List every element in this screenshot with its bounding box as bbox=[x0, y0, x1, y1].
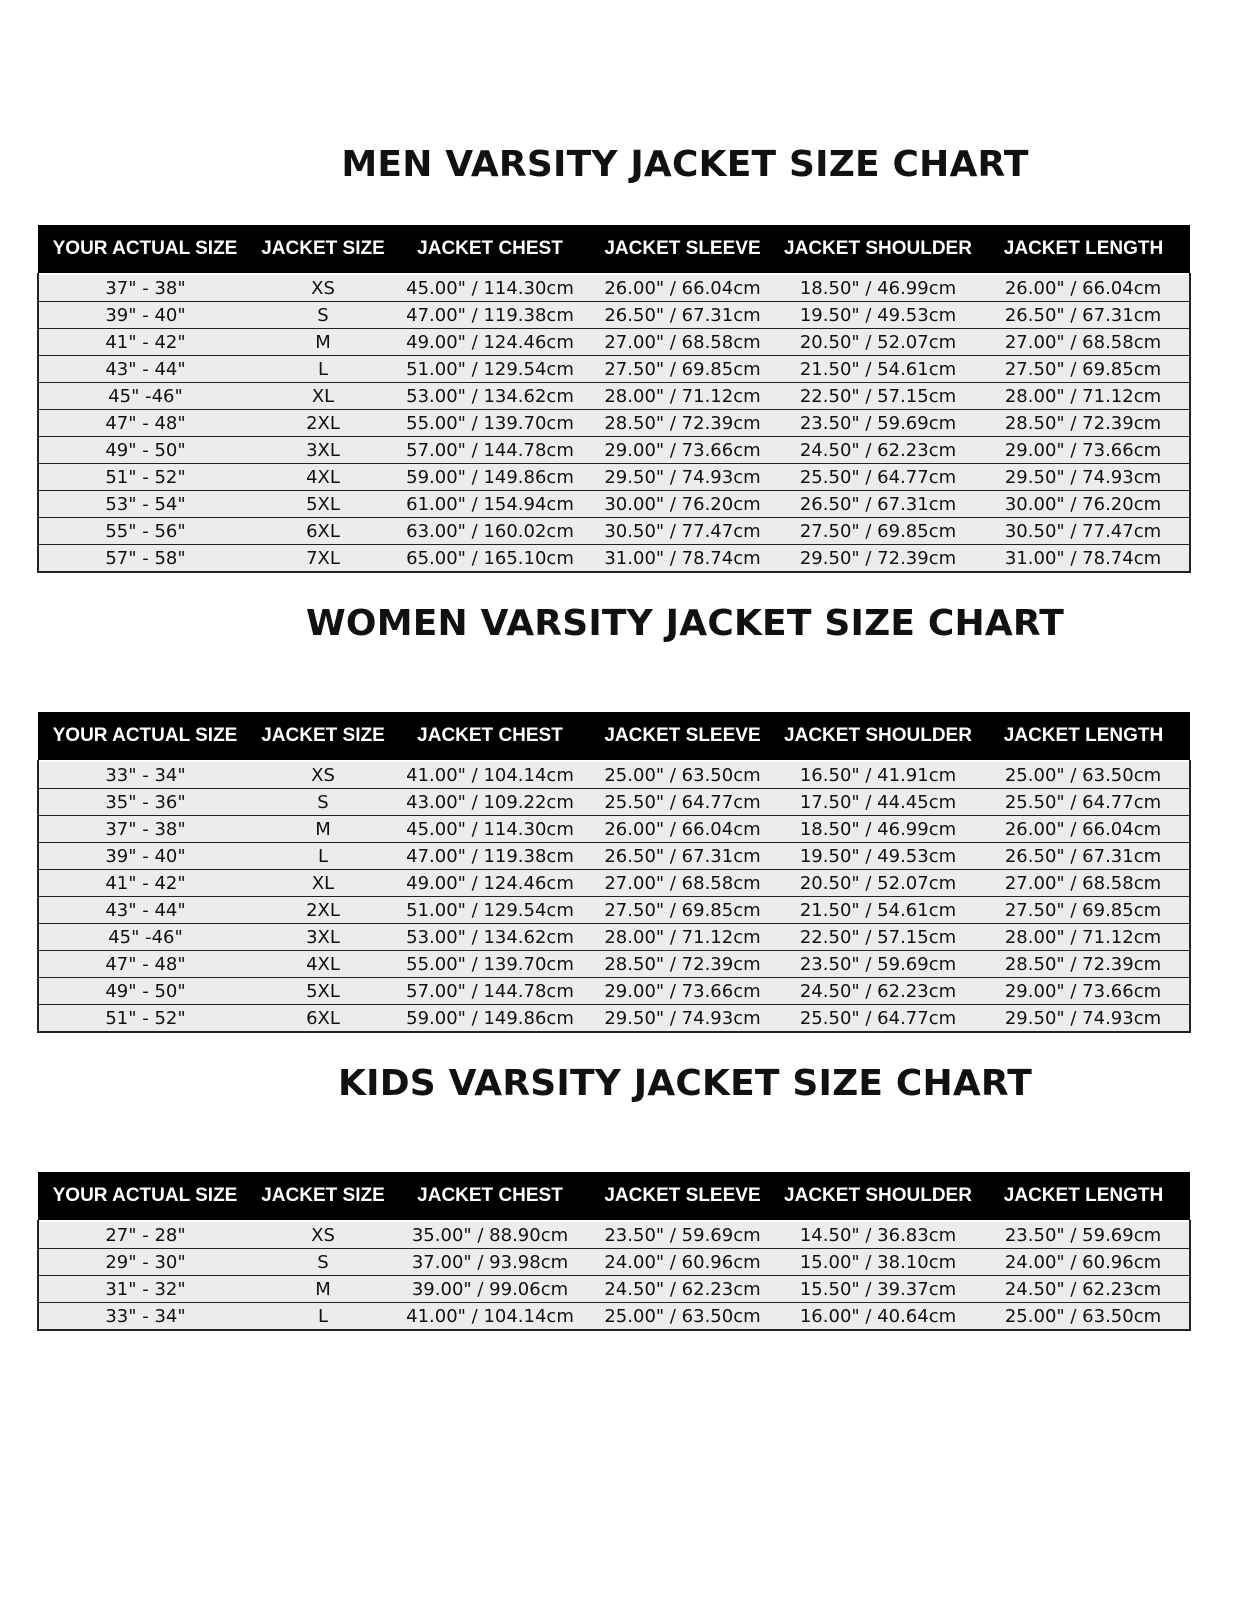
table-cell: 37" - 38" bbox=[38, 816, 252, 843]
table-cell: 27.50" / 69.85cm bbox=[586, 356, 779, 383]
table-row bbox=[38, 302, 1190, 329]
table-row bbox=[38, 978, 1190, 1005]
table-cell: 28.50" / 72.39cm bbox=[977, 410, 1190, 437]
column-header: JACKET LENGTH bbox=[977, 1172, 1190, 1221]
table-cell: 27" - 28" bbox=[38, 1221, 252, 1249]
table-cell: 49.00" / 124.46cm bbox=[394, 870, 586, 897]
table-cell: 26.50" / 67.31cm bbox=[977, 302, 1190, 329]
table-cell: M bbox=[252, 1276, 394, 1303]
table-row bbox=[38, 383, 1190, 410]
table-cell: 59.00" / 149.86cm bbox=[394, 464, 586, 491]
table-row bbox=[38, 274, 1190, 302]
men-chart-title: MEN VARSITY JACKET SIZE CHART bbox=[341, 144, 1029, 185]
table-cell: 6XL bbox=[252, 1005, 394, 1033]
table-cell: 20.50" / 52.07cm bbox=[779, 329, 977, 356]
table-cell: S bbox=[252, 302, 394, 329]
table-cell: 59.00" / 149.86cm bbox=[394, 1005, 586, 1033]
table-cell: 17.50" / 44.45cm bbox=[779, 789, 977, 816]
table-cell: 45.00" / 114.30cm bbox=[394, 274, 586, 302]
table-cell: 30.50" / 77.47cm bbox=[977, 518, 1190, 545]
table-cell: 49" - 50" bbox=[38, 437, 252, 464]
table-cell: 21.50" / 54.61cm bbox=[779, 897, 977, 924]
women-size-table bbox=[37, 712, 1191, 1033]
table-cell: 45.00" / 114.30cm bbox=[394, 816, 586, 843]
table-row bbox=[38, 491, 1190, 518]
table-cell: 29.50" / 72.39cm bbox=[779, 545, 977, 573]
women-header-row bbox=[38, 712, 1190, 761]
table-cell: 29.00" / 73.66cm bbox=[586, 978, 779, 1005]
table-cell: 27.50" / 69.85cm bbox=[977, 897, 1190, 924]
table-cell: 5XL bbox=[252, 978, 394, 1005]
men-header-row bbox=[38, 225, 1190, 274]
table-cell: 35" - 36" bbox=[38, 789, 252, 816]
table-cell: 39" - 40" bbox=[38, 843, 252, 870]
table-cell: 27.00" / 68.58cm bbox=[586, 329, 779, 356]
column-header: YOUR ACTUAL SIZE bbox=[38, 225, 252, 274]
table-row bbox=[38, 843, 1190, 870]
table-cell: 53" - 54" bbox=[38, 491, 252, 518]
column-header: JACKET SIZE bbox=[252, 225, 394, 274]
column-header: JACKET LENGTH bbox=[977, 225, 1190, 274]
table-cell: 22.50" / 57.15cm bbox=[779, 924, 977, 951]
table-cell: 3XL bbox=[252, 924, 394, 951]
table-cell: 26.50" / 67.31cm bbox=[586, 302, 779, 329]
table-cell: 47" - 48" bbox=[38, 951, 252, 978]
table-cell: 20.50" / 52.07cm bbox=[779, 870, 977, 897]
table-cell: 39.00" / 99.06cm bbox=[394, 1276, 586, 1303]
table-cell: 45" -46" bbox=[38, 924, 252, 951]
table-cell: 53.00" / 134.62cm bbox=[394, 924, 586, 951]
table-cell: 33" - 34" bbox=[38, 761, 252, 789]
column-header: JACKET CHEST bbox=[394, 1172, 586, 1221]
kids-chart-title: KIDS VARSITY JACKET SIZE CHART bbox=[338, 1063, 1032, 1104]
table-cell: 27.50" / 69.85cm bbox=[977, 356, 1190, 383]
table-cell: 16.50" / 41.91cm bbox=[779, 761, 977, 789]
table-cell: 43" - 44" bbox=[38, 897, 252, 924]
table-cell: 4XL bbox=[252, 951, 394, 978]
table-cell: 41" - 42" bbox=[38, 870, 252, 897]
table-cell: 15.50" / 39.37cm bbox=[779, 1276, 977, 1303]
table-cell: 6XL bbox=[252, 518, 394, 545]
column-header: JACKET SIZE bbox=[252, 712, 394, 761]
table-cell: XS bbox=[252, 274, 394, 302]
table-row bbox=[38, 870, 1190, 897]
table-cell: 3XL bbox=[252, 437, 394, 464]
table-cell: 57.00" / 144.78cm bbox=[394, 437, 586, 464]
table-cell: 28.00" / 71.12cm bbox=[586, 383, 779, 410]
table-cell: 28.50" / 72.39cm bbox=[586, 410, 779, 437]
table-cell: 19.50" / 49.53cm bbox=[779, 302, 977, 329]
table-cell: 16.00" / 40.64cm bbox=[779, 1303, 977, 1331]
table-cell: XL bbox=[252, 870, 394, 897]
table-cell: 51" - 52" bbox=[38, 464, 252, 491]
table-cell: 26.00" / 66.04cm bbox=[977, 816, 1190, 843]
table-cell: 65.00" / 165.10cm bbox=[394, 545, 586, 573]
table-cell: 28.50" / 72.39cm bbox=[977, 951, 1190, 978]
table-cell: 29.00" / 73.66cm bbox=[977, 978, 1190, 1005]
table-cell: 41.00" / 104.14cm bbox=[394, 761, 586, 789]
table-cell: 25.00" / 63.50cm bbox=[586, 1303, 779, 1331]
table-cell: 57" - 58" bbox=[38, 545, 252, 573]
kids-table-header bbox=[38, 1172, 1190, 1221]
column-header: YOUR ACTUAL SIZE bbox=[38, 712, 252, 761]
table-cell: 24.50" / 62.23cm bbox=[586, 1276, 779, 1303]
kids-table-body bbox=[38, 1221, 1190, 1330]
table-cell: 18.50" / 46.99cm bbox=[779, 816, 977, 843]
table-cell: XS bbox=[252, 1221, 394, 1249]
table-cell: 24.00" / 60.96cm bbox=[586, 1249, 779, 1276]
table-cell: 41.00" / 104.14cm bbox=[394, 1303, 586, 1331]
table-cell: 29.50" / 74.93cm bbox=[586, 1005, 779, 1033]
table-row bbox=[38, 761, 1190, 789]
table-cell: 49" - 50" bbox=[38, 978, 252, 1005]
table-cell: 31" - 32" bbox=[38, 1276, 252, 1303]
table-cell: XS bbox=[252, 761, 394, 789]
table-cell: 5XL bbox=[252, 491, 394, 518]
table-cell: 2XL bbox=[252, 410, 394, 437]
table-cell: 26.50" / 67.31cm bbox=[586, 843, 779, 870]
table-cell: L bbox=[252, 1303, 394, 1331]
table-cell: 49.00" / 124.46cm bbox=[394, 329, 586, 356]
table-cell: 43.00" / 109.22cm bbox=[394, 789, 586, 816]
table-cell: 27.00" / 68.58cm bbox=[977, 870, 1190, 897]
table-cell: 39" - 40" bbox=[38, 302, 252, 329]
table-cell: 26.50" / 67.31cm bbox=[779, 491, 977, 518]
table-cell: 26.00" / 66.04cm bbox=[586, 816, 779, 843]
column-header: JACKET CHEST bbox=[394, 225, 586, 274]
table-cell: L bbox=[252, 843, 394, 870]
table-row bbox=[38, 1303, 1190, 1331]
table-cell: 43" - 44" bbox=[38, 356, 252, 383]
table-row bbox=[38, 1249, 1190, 1276]
table-cell: 55.00" / 139.70cm bbox=[394, 951, 586, 978]
table-cell: 30.00" / 76.20cm bbox=[977, 491, 1190, 518]
table-row bbox=[38, 789, 1190, 816]
table-cell: 29.00" / 73.66cm bbox=[586, 437, 779, 464]
table-row bbox=[38, 1221, 1190, 1249]
table-cell: M bbox=[252, 816, 394, 843]
table-cell: 29.50" / 74.93cm bbox=[977, 464, 1190, 491]
table-row bbox=[38, 410, 1190, 437]
column-header: YOUR ACTUAL SIZE bbox=[38, 1172, 252, 1221]
table-cell: M bbox=[252, 329, 394, 356]
table-cell: 25.50" / 64.77cm bbox=[977, 789, 1190, 816]
table-row bbox=[38, 897, 1190, 924]
column-header: JACKET SLEEVE bbox=[586, 225, 779, 274]
table-row bbox=[38, 816, 1190, 843]
table-cell: 51" - 52" bbox=[38, 1005, 252, 1033]
table-cell: 26.00" / 66.04cm bbox=[586, 274, 779, 302]
column-header: JACKET LENGTH bbox=[977, 712, 1190, 761]
table-cell: 55" - 56" bbox=[38, 518, 252, 545]
table-row bbox=[38, 951, 1190, 978]
table-row bbox=[38, 1276, 1190, 1303]
table-cell: 25.00" / 63.50cm bbox=[977, 761, 1190, 789]
column-header: JACKET CHEST bbox=[394, 712, 586, 761]
table-cell: 26.00" / 66.04cm bbox=[977, 274, 1190, 302]
table-cell: XL bbox=[252, 383, 394, 410]
table-cell: 51.00" / 129.54cm bbox=[394, 356, 586, 383]
table-cell: 41" - 42" bbox=[38, 329, 252, 356]
men-size-table bbox=[37, 225, 1191, 573]
table-cell: 24.00" / 60.96cm bbox=[977, 1249, 1190, 1276]
column-header: JACKET SIZE bbox=[252, 1172, 394, 1221]
men-table-body bbox=[38, 274, 1190, 572]
table-cell: 47" - 48" bbox=[38, 410, 252, 437]
kids-size-table bbox=[37, 1172, 1191, 1331]
table-row bbox=[38, 356, 1190, 383]
table-cell: 25.00" / 63.50cm bbox=[977, 1303, 1190, 1331]
table-cell: 30.00" / 76.20cm bbox=[586, 491, 779, 518]
table-cell: 27.50" / 69.85cm bbox=[586, 897, 779, 924]
column-header: JACKET SLEEVE bbox=[586, 712, 779, 761]
table-cell: 37.00" / 93.98cm bbox=[394, 1249, 586, 1276]
table-cell: 47.00" / 119.38cm bbox=[394, 302, 586, 329]
table-cell: 28.00" / 71.12cm bbox=[586, 924, 779, 951]
men-table-header bbox=[38, 225, 1190, 274]
column-header: JACKET SHOULDER bbox=[779, 225, 977, 274]
table-cell: 14.50" / 36.83cm bbox=[779, 1221, 977, 1249]
table-cell: 7XL bbox=[252, 545, 394, 573]
table-row bbox=[38, 464, 1190, 491]
table-cell: 27.00" / 68.58cm bbox=[586, 870, 779, 897]
table-cell: 31.00" / 78.74cm bbox=[586, 545, 779, 573]
table-row bbox=[38, 437, 1190, 464]
table-cell: 28.00" / 71.12cm bbox=[977, 924, 1190, 951]
table-cell: 53.00" / 134.62cm bbox=[394, 383, 586, 410]
table-cell: S bbox=[252, 1249, 394, 1276]
table-cell: L bbox=[252, 356, 394, 383]
table-cell: 23.50" / 59.69cm bbox=[779, 410, 977, 437]
table-cell: 31.00" / 78.74cm bbox=[977, 545, 1190, 573]
table-cell: 15.00" / 38.10cm bbox=[779, 1249, 977, 1276]
table-cell: 25.50" / 64.77cm bbox=[779, 1005, 977, 1033]
table-cell: 26.50" / 67.31cm bbox=[977, 843, 1190, 870]
table-cell: 51.00" / 129.54cm bbox=[394, 897, 586, 924]
table-cell: 28.00" / 71.12cm bbox=[977, 383, 1190, 410]
table-cell: 57.00" / 144.78cm bbox=[394, 978, 586, 1005]
table-cell: 61.00" / 154.94cm bbox=[394, 491, 586, 518]
table-cell: 27.50" / 69.85cm bbox=[779, 518, 977, 545]
table-cell: 63.00" / 160.02cm bbox=[394, 518, 586, 545]
table-cell: 4XL bbox=[252, 464, 394, 491]
table-cell: 29.50" / 74.93cm bbox=[586, 464, 779, 491]
table-row bbox=[38, 1005, 1190, 1033]
table-cell: 33" - 34" bbox=[38, 1303, 252, 1331]
table-cell: 23.50" / 59.69cm bbox=[977, 1221, 1190, 1249]
table-cell: 35.00" / 88.90cm bbox=[394, 1221, 586, 1249]
table-cell: 45" -46" bbox=[38, 383, 252, 410]
table-cell: 18.50" / 46.99cm bbox=[779, 274, 977, 302]
table-cell: 29" - 30" bbox=[38, 1249, 252, 1276]
table-cell: 21.50" / 54.61cm bbox=[779, 356, 977, 383]
table-cell: 19.50" / 49.53cm bbox=[779, 843, 977, 870]
table-cell: 30.50" / 77.47cm bbox=[586, 518, 779, 545]
table-cell: 25.50" / 64.77cm bbox=[586, 789, 779, 816]
table-cell: 24.50" / 62.23cm bbox=[977, 1276, 1190, 1303]
table-cell: 55.00" / 139.70cm bbox=[394, 410, 586, 437]
table-cell: 29.00" / 73.66cm bbox=[977, 437, 1190, 464]
kids-header-row bbox=[38, 1172, 1190, 1221]
table-cell: 29.50" / 74.93cm bbox=[977, 1005, 1190, 1033]
table-cell: 37" - 38" bbox=[38, 274, 252, 302]
table-row bbox=[38, 518, 1190, 545]
women-chart-title: WOMEN VARSITY JACKET SIZE CHART bbox=[306, 603, 1064, 644]
column-header: JACKET SLEEVE bbox=[586, 1172, 779, 1221]
table-cell: 22.50" / 57.15cm bbox=[779, 383, 977, 410]
table-row bbox=[38, 924, 1190, 951]
table-cell: 27.00" / 68.58cm bbox=[977, 329, 1190, 356]
table-row bbox=[38, 329, 1190, 356]
table-cell: 28.50" / 72.39cm bbox=[586, 951, 779, 978]
table-cell: S bbox=[252, 789, 394, 816]
table-row bbox=[38, 545, 1190, 573]
table-cell: 24.50" / 62.23cm bbox=[779, 978, 977, 1005]
women-table-header bbox=[38, 712, 1190, 761]
table-cell: 23.50" / 59.69cm bbox=[779, 951, 977, 978]
table-cell: 23.50" / 59.69cm bbox=[586, 1221, 779, 1249]
column-header: JACKET SHOULDER bbox=[779, 712, 977, 761]
table-cell: 25.50" / 64.77cm bbox=[779, 464, 977, 491]
table-cell: 24.50" / 62.23cm bbox=[779, 437, 977, 464]
table-cell: 25.00" / 63.50cm bbox=[586, 761, 779, 789]
table-cell: 47.00" / 119.38cm bbox=[394, 843, 586, 870]
column-header: JACKET SHOULDER bbox=[779, 1172, 977, 1221]
women-table-body bbox=[38, 761, 1190, 1032]
table-cell: 2XL bbox=[252, 897, 394, 924]
